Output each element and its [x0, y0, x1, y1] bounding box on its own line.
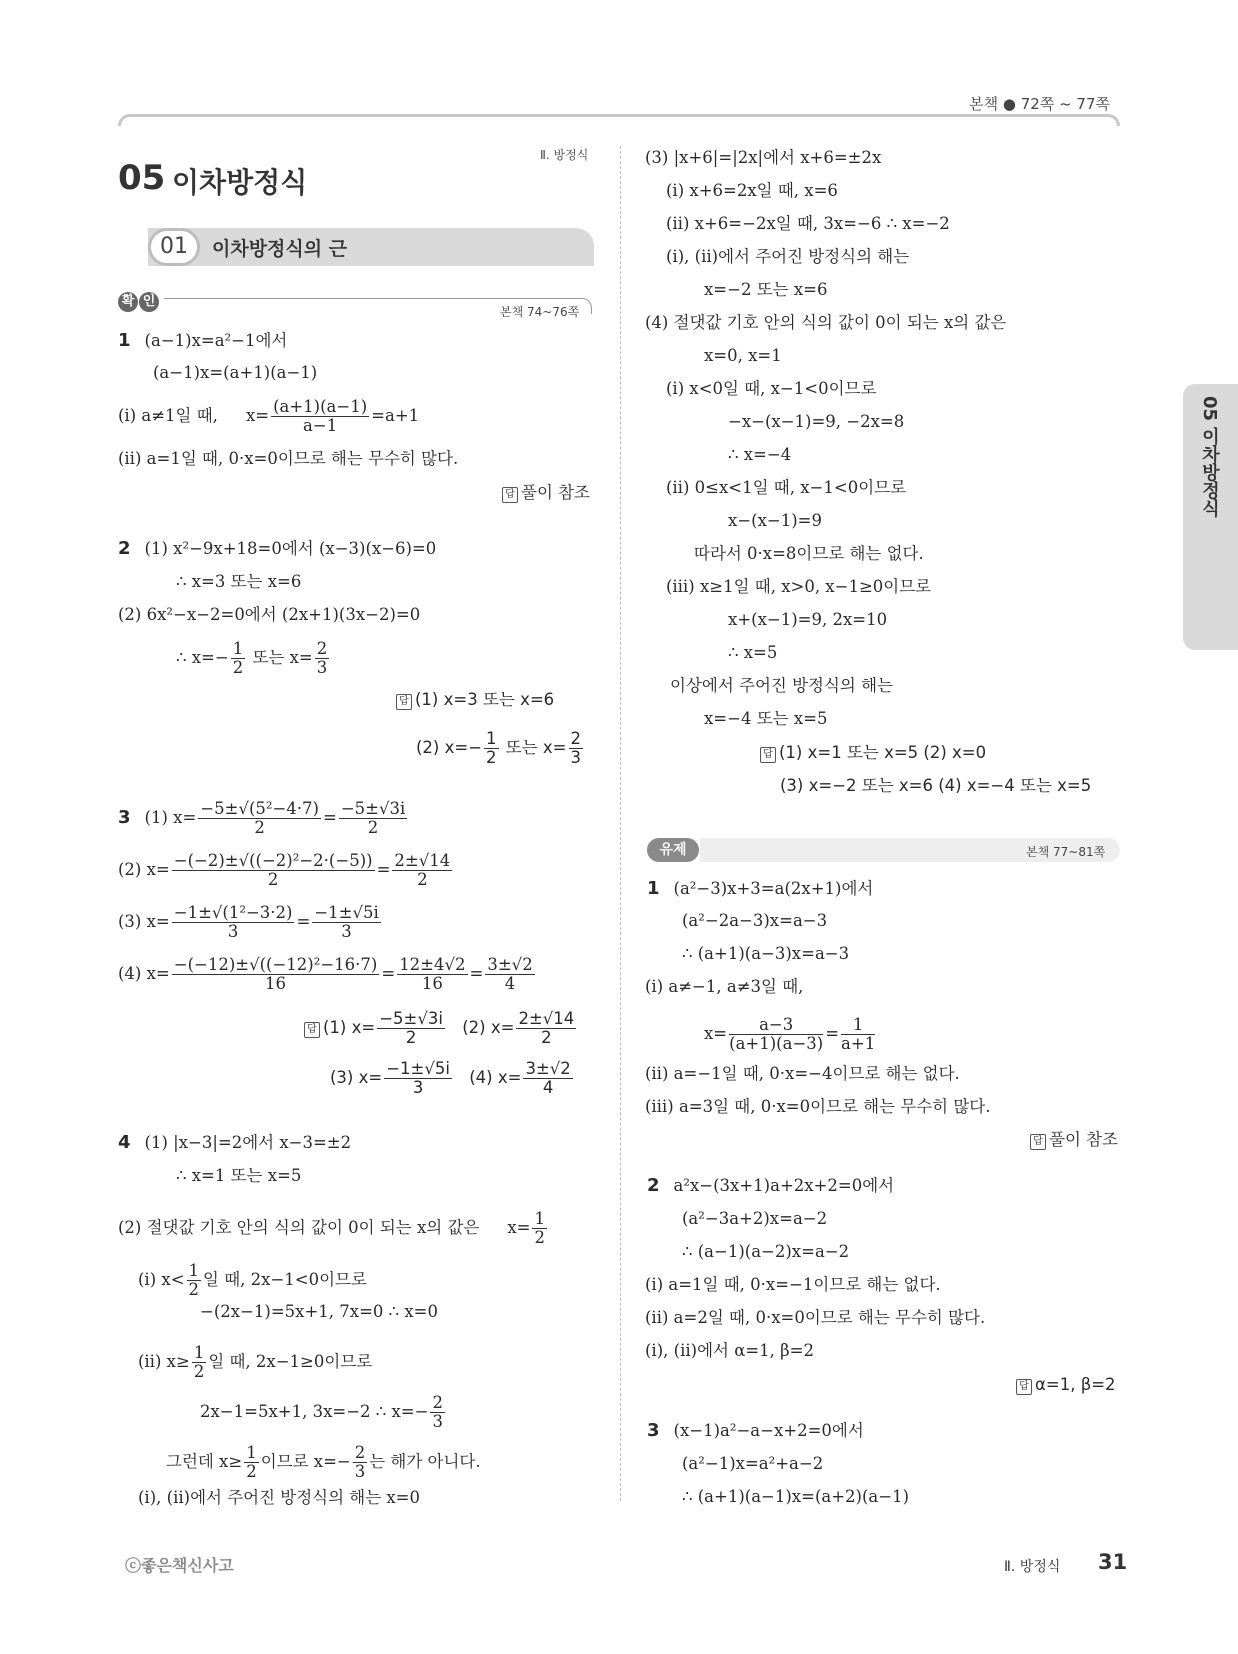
exercise-1-line-4: (ⅰ) a≠−1, a≠3일 때,	[645, 977, 804, 996]
problem-1-line-2: (a−1)x=(a+1)(a−1)	[153, 363, 318, 382]
footer-unit: Ⅱ. 방정식	[1004, 1559, 1061, 1575]
problem-1-line-1: 1 (a−1)x=a²−1에서	[118, 330, 288, 351]
problem-4-cont-line-3: (ⅱ) x+6=−2x일 때, 3x=−6 ∴ x=−2	[666, 214, 950, 233]
answer-icon: 답	[1030, 1134, 1046, 1150]
problem-4-cont-line-18: x=−4 또는 x=5	[704, 709, 828, 728]
problem-4-line-8: 그런데 x≥ $\frac{1}{2}$ 이므로 x=− $\frac{2}{3}$ 는 해가 아니다.	[166, 1443, 481, 1481]
problem-4-cont-line-12: x−(x−1)=9	[728, 511, 822, 530]
exercise-badge: 유제	[647, 838, 699, 862]
fraction: $\frac{-5\pm√3i}{2}$	[379, 1009, 443, 1047]
answer-icon: 답	[396, 694, 412, 710]
publisher-logo: ⓒ좋은책신사고	[125, 1556, 234, 1575]
fraction: $\frac{\text{−(−12)±√((−12)²−16·7)}}{16}$	[173, 955, 378, 993]
confirm-badge	[118, 290, 160, 312]
problem-4-cont-line-16: ∴ x=5	[728, 643, 778, 662]
problem-4-cont-line-14: (ⅲ) x≥1일 때, x>0, x−1≥0이므로	[666, 577, 932, 596]
unit-tag: Ⅱ. 방정식	[540, 148, 589, 162]
problem-1-line-4: (ⅱ) a=1일 때, 0·x=0이므로 해는 무수히 많다.	[118, 449, 459, 468]
chapter-title: 이차방정식	[172, 166, 308, 199]
problem-3-line-2: (2) x= $\frac{\text{−(−2)±√((−2)²−2·(−5))}}{2}$ = $\frac{2\pm√14}{2}$	[118, 851, 451, 889]
fraction: $\frac{a-3}{(a+1)(a-3)}$	[729, 1015, 824, 1053]
problem-2-answer-2: (2) x=− $\frac{1}{2}$ 또는 x= $\frac{2}{3}$	[416, 729, 582, 767]
problem-4-answer-2: (3) x=−2 또는 x=6 (4) x=−4 또는 x=5	[780, 776, 1092, 795]
exercise-page-ref: 본책 77~81쪽	[1026, 845, 1106, 859]
problem-number: 3	[118, 807, 131, 828]
problem-number: 3	[647, 1420, 660, 1441]
fraction: $\frac{2}{3}$	[570, 729, 582, 767]
answer-icon: 답	[1016, 1379, 1032, 1395]
fraction: $\frac{1}{2}$	[246, 1443, 257, 1481]
problem-4-cont-line-9: −x−(x−1)=9, −2x=8	[728, 412, 905, 431]
problem-number: 1	[118, 330, 131, 351]
exercise-1-line-2: (a²−2a−3)x=a−3	[682, 911, 828, 930]
exercise-2-line-5: (ⅱ) a=2일 때, 0·x=0이므로 해는 무수히 많다.	[645, 1308, 986, 1327]
problem-2-answer-1: 답 (1) x=3 또는 x=6	[396, 689, 554, 711]
exercise-2-line-2: (a²−3a+2)x=a−2	[682, 1209, 828, 1228]
problem-4-cont-line-1: (3) |x+6|=|2x|에서 x+6=±2x	[645, 148, 882, 167]
fraction: $\frac{-1\pm√5i}{3}$	[386, 1059, 450, 1097]
problem-2-line-2: ∴ x=3 또는 x=6	[176, 572, 302, 591]
fraction: $\frac{2}{3}$	[432, 1393, 443, 1431]
problem-4-line-7: 2x−1=5x+1, 3x=−2 ∴ x=− $\frac{2}{3}$	[200, 1393, 443, 1431]
problem-4-cont-line-2: (ⅰ) x+6=2x일 때, x=6	[666, 181, 838, 200]
problem-4-cont-line-13: 따라서 0·x=8이므로 해는 없다.	[694, 544, 924, 563]
fraction: $\frac{-1\pm√5i}{3}$	[314, 903, 379, 941]
fraction: $\frac{3\pm√2}{4}$	[487, 955, 533, 993]
header-page-ref: 본책 ● 72쪽 ~ 77쪽	[969, 95, 1110, 113]
problem-3-line-3: (3) x= $\frac{\text{−1±√(1²−3·2)}}{3}$ = $\frac{-1\pm√5i}{3}$	[118, 903, 379, 941]
exercise-2-line-1: 2 a²x−(3x+1)a+2x+2=0에서	[647, 1175, 895, 1196]
fraction: $\frac{2}{3}$	[354, 1443, 366, 1481]
fraction: $\frac{12\pm 4√2}{16}$	[399, 955, 466, 993]
fraction: $\frac{\text{−1±√(1²−3·2)}}{3}$	[173, 903, 293, 941]
fraction: $\frac{1}{2}$	[193, 1343, 205, 1381]
confirm-badge-char-1: 확	[118, 292, 138, 312]
confirm-page-ref: 본책 74~76쪽	[500, 305, 580, 319]
answer-icon: 답	[304, 1022, 320, 1038]
fraction: $\frac{3\pm√2}{4}$	[525, 1059, 571, 1097]
problem-4-cont-line-7: x=0, x=1	[704, 346, 782, 365]
problem-4-line-3: (2) 절댓값 기호 안의 식의 값이 0이 되는 x의 값은 x= $\frac{1}{2}$	[118, 1209, 545, 1247]
problem-4-cont-line-4: (ⅰ), (ⅱ)에서 주어진 방정식의 해는	[666, 247, 910, 266]
fraction: $\frac{1}{2}$	[188, 1261, 200, 1299]
exercise-2-answer: 답 α=1, β=2	[1016, 1374, 1116, 1396]
problem-4-line-4: (ⅰ) x< $\frac{1}{2}$ 일 때, 2x−1<0이므로	[138, 1261, 367, 1299]
fraction: $\frac{2\pm√14}{2}$	[394, 851, 451, 889]
fraction: $\frac{2}{3}$	[316, 639, 328, 677]
exercise-1-line-5: x= $\frac{a-3}{(a+1)(a-3)}$ = $\frac{1}{a+1}$	[704, 1015, 876, 1053]
problem-number: 1	[647, 878, 660, 899]
fraction: $\frac{2\pm√14}{2}$	[518, 1009, 575, 1047]
exercise-3-line-2: (a²−1)x=a²+a−2	[682, 1454, 824, 1473]
answer-icon: 답	[760, 747, 776, 763]
chapter-side-tab-label: 05 이차방정식	[1199, 396, 1220, 518]
exercise-2-line-3: ∴ (a−1)(a−2)x=a−2	[682, 1242, 850, 1261]
problem-4-line-9: (ⅰ), (ⅱ)에서 주어진 방정식의 해는 x=0	[138, 1488, 421, 1507]
exercise-1-line-1: 1 (a²−3)x+3=a(2x+1)에서	[647, 878, 874, 899]
problem-1-answer: 답 풀이 참조	[502, 482, 590, 504]
problem-4-cont-line-10: ∴ x=−4	[728, 445, 792, 464]
fraction: $\frac{\text{−5±√(5²−4·7)}}{2}$	[200, 799, 319, 837]
problem-2-line-3: (2) 6x²−x−2=0에서 (2x+1)(3x−2)=0	[118, 605, 421, 624]
problem-number: 2	[118, 538, 131, 559]
problem-2-line-1: 2 (1) x²−9x+18=0에서 (x−3)(x−6)=0	[118, 538, 437, 559]
answer-icon: 답	[502, 487, 518, 503]
problem-4-answer-1: 답 (1) x=1 또는 x=5 (2) x=0	[760, 742, 986, 764]
problem-4-line-1: 4 (1) |x−3|=2에서 x−3=±2	[118, 1132, 352, 1153]
problem-3-line-4: (4) x= $\frac{\text{−(−12)±√((−12)²−16·7)}}{16}$ = $\frac{12\pm 4√2}{16}$ = $\frac{3\pm√2}{4}$	[118, 955, 533, 993]
fraction: $\frac{1}{a+1}$	[841, 1015, 876, 1053]
exercise-1-line-3: ∴ (a+1)(a−3)x=a−3	[682, 944, 850, 963]
fraction: $\frac{\text{−(−2)±√((−2)²−2·(−5))}}{2}$	[173, 851, 373, 889]
problem-4-cont-line-5: x=−2 또는 x=6	[704, 280, 828, 299]
chapter-number: 05	[118, 158, 166, 198]
page-number: 31	[1098, 1550, 1128, 1574]
section-number: 01	[148, 228, 200, 266]
problem-4-line-5: −(2x−1)=5x+1, 7x=0 ∴ x=0	[200, 1302, 439, 1321]
problem-1-line-3: (ⅰ) a≠1일 때, x= $\frac{(a+1)(a-1)}{a-1}$ =a+1	[118, 397, 420, 435]
exercise-3-line-3: ∴ (a+1)(a−1)x=(a+2)(a−1)	[682, 1487, 910, 1506]
header-rule	[118, 114, 1120, 126]
exercise-2-line-4: (ⅰ) a=1일 때, 0·x=−1이므로 해는 없다.	[645, 1275, 941, 1294]
problem-4-line-2: ∴ x=1 또는 x=5	[176, 1166, 302, 1185]
problem-4-cont-line-11: (ⅱ) 0≤x<1일 때, x−1<0이므로	[666, 478, 907, 497]
problem-3-answer-2: (3) x= $\frac{-1\pm√5i}{3}$ (4) x= $\frac{3\pm√2}{4}$	[330, 1059, 571, 1097]
problem-4-line-6: (ⅱ) x≥ $\frac{1}{2}$ 일 때, 2x−1≥0이므로	[138, 1343, 373, 1381]
problem-3-answer-1: 답 (1) x= $\frac{-5\pm√3i}{2}$ (2) x= $\frac{2\pm√14}{2}$	[304, 1010, 578, 1047]
problem-number: 4	[118, 1132, 131, 1153]
problem-number: 2	[647, 1175, 660, 1196]
fraction: $\frac{-5\pm√3i}{2}$	[340, 799, 406, 837]
exercise-2-line-6: (ⅰ), (ⅱ)에서 α=1, β=2	[645, 1341, 815, 1360]
problem-4-cont-line-6: (4) 절댓값 기호 안의 식의 값이 0이 되는 x의 값은	[645, 313, 1007, 332]
problem-3-line-1: 3 (1) x= $\frac{\text{−5±√(5²−4·7)}}{2}$ = $\frac{-5\pm√3i}{2}$	[118, 799, 406, 837]
fraction: $\frac{1}{2}$	[232, 639, 244, 677]
problem-4-cont-line-17: 이상에서 주어진 방정식의 해는	[670, 676, 893, 695]
fraction: $\frac{1}{2}$	[534, 1209, 545, 1247]
fraction: $\frac{1}{2}$	[486, 729, 497, 767]
confirm-badge-char-2: 인	[139, 292, 159, 312]
fraction: $\frac{(a+1)(a-1)}{a-1}$	[273, 397, 368, 435]
exercise-3-line-1: 3 (x−1)a²−a−x+2=0에서	[647, 1420, 864, 1441]
exercise-1-line-6: (ⅱ) a=−1일 때, 0·x=−4이므로 해는 없다.	[645, 1064, 960, 1083]
problem-4-cont-line-15: x+(x−1)=9, 2x=10	[728, 610, 888, 629]
exercise-1-line-7: (ⅲ) a=3일 때, 0·x=0이므로 해는 무수히 많다.	[645, 1097, 991, 1116]
section-title: 이차방정식의 근	[212, 238, 348, 260]
exercise-1-answer: 답 풀이 참조	[1030, 1129, 1118, 1151]
problem-4-cont-line-8: (ⅰ) x<0일 때, x−1<0이므로	[666, 379, 877, 398]
problem-2-line-4: ∴ x=− $\frac{1}{2}$ 또는 x= $\frac{2}{3}$	[176, 639, 328, 677]
column-divider	[620, 146, 621, 1501]
